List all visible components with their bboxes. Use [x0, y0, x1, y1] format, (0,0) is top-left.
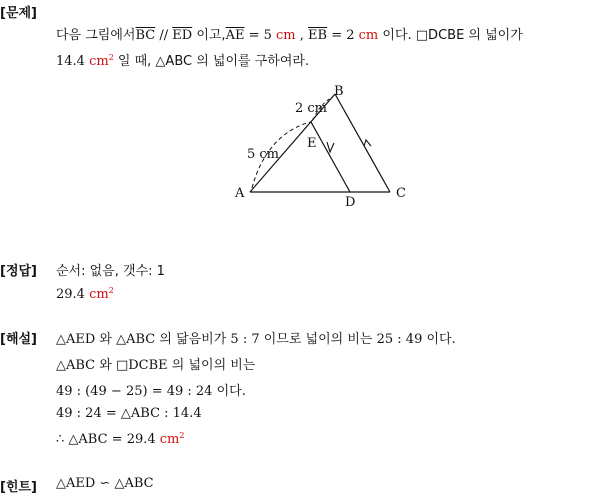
segment-ed — [311, 122, 350, 192]
solution-line-1: △AED 와 △ABC 의 닮음비가 5 : 7 이므로 넓이의 비는 25 : 49 이다. — [56, 332, 456, 347]
solution-tag: [해설] — [0, 332, 37, 347]
label-a: A — [235, 186, 245, 201]
solution-line-5: ∴ △ABC = 29.4 $cm^2$ — [56, 431, 185, 447]
label-c: C — [396, 186, 406, 201]
label-e: E — [307, 136, 317, 151]
problem-tag: [문제] — [0, 6, 37, 21]
triangle-diagram — [230, 80, 420, 210]
hint-tag: [힌트] — [0, 480, 37, 495]
label-length-ae: 5 cm — [247, 147, 280, 162]
solution-line-3: 49 : (49 − 25) = 49 : 24 이다. — [56, 384, 246, 399]
parallel-arrow-bc — [364, 140, 371, 146]
segment-bc — [335, 94, 390, 192]
answer-line-2: 29.4 $cm^2$ — [56, 286, 114, 302]
label-d: D — [345, 195, 356, 210]
answer-tag: [정답] — [0, 264, 37, 279]
hint-line-1: △AED ∽ △ABC — [56, 476, 154, 491]
answer-line-1: 순서: 없음, 갯수: 1 — [56, 264, 165, 279]
problem-line-1: 다음 그림에서$\overline{BC} // \overline{ED}$ 이고$,\overline{AE} = 5$ cm , $\overline{EB} = 2$ cm 이다. □DCBE 의 넓이가 — [56, 28, 523, 43]
solution-line-2: △ABC 와 □DCBE 의 넓이의 비는 — [56, 358, 256, 373]
label-b: B — [334, 84, 344, 99]
label-length-eb: 2 cm — [295, 101, 328, 116]
solution-line-4: 49 : 24 = △ABC : 14.4 — [56, 406, 202, 421]
problem-line-2: 14.4 $cm^2$ 일 때, △ABC 의 넓이를 구하여라. — [56, 53, 310, 69]
parallel-arrow-ed — [327, 142, 334, 152]
